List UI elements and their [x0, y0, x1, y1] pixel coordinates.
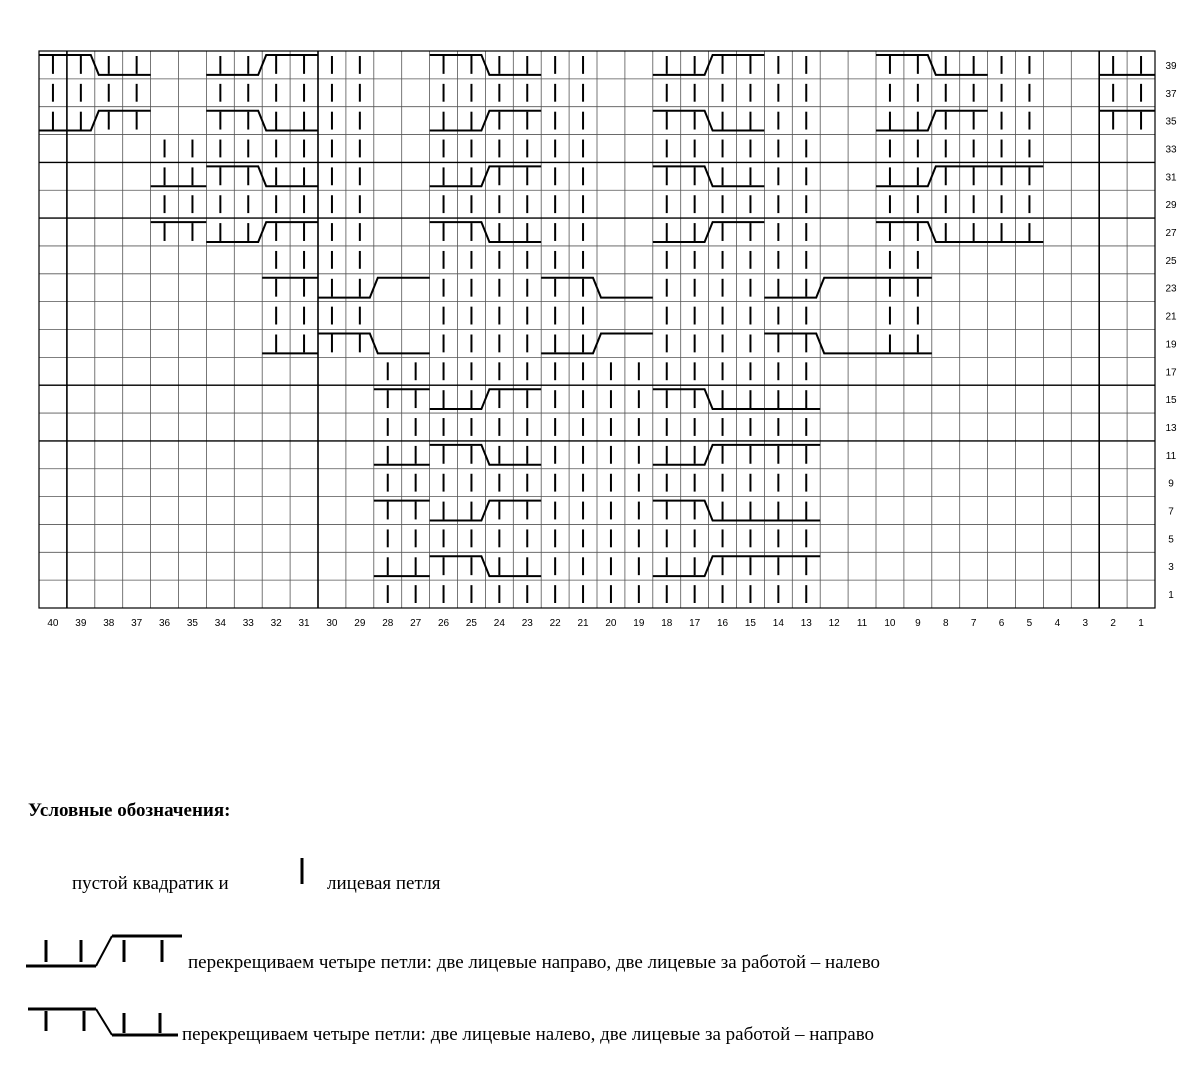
row-number: 31 [1165, 172, 1177, 184]
row-number: 37 [1165, 88, 1177, 100]
column-number: 19 [633, 618, 645, 629]
column-number: 36 [158, 618, 171, 629]
column-number: 24 [493, 618, 505, 629]
legend-title: Условные обозначения: [28, 800, 231, 821]
row-number: 23 [1165, 283, 1177, 295]
row-number: 3 [1168, 562, 1174, 574]
column-number: 11 [856, 618, 868, 629]
column-number: 12 [828, 618, 840, 629]
legend-cross-right-label: перекрещиваем четыре петли: две лицевые направо, две лицевые за работой – налево [188, 952, 881, 973]
column-number: 39 [75, 618, 87, 629]
row-number: 7 [1168, 506, 1174, 518]
row-number: 9 [1168, 478, 1174, 490]
column-number: 31 [298, 618, 310, 629]
column-number: 27 [410, 618, 422, 629]
column-number: 35 [186, 618, 199, 629]
column-number: 16 [716, 618, 729, 629]
row-number: 29 [1165, 200, 1177, 212]
column-number: 38 [103, 618, 115, 629]
column-number: 30 [326, 618, 338, 629]
column-number: 32 [270, 618, 282, 629]
row-number: 27 [1165, 228, 1177, 240]
column-number: 18 [661, 618, 673, 629]
column-number: 7 [970, 618, 977, 629]
row-number: 19 [1165, 339, 1177, 351]
knit-stitch-icon [295, 856, 309, 890]
row-number: 35 [1165, 116, 1177, 128]
column-number: 10 [884, 618, 896, 629]
column-number: 22 [549, 618, 561, 629]
row-number: 33 [1165, 144, 1177, 156]
column-number: 28 [382, 618, 394, 629]
column-number: 13 [800, 618, 812, 629]
legend-knit-label: лицевая петля [327, 873, 441, 894]
row-number: 15 [1165, 395, 1177, 407]
row-number: 13 [1165, 422, 1177, 434]
legend-knit-prefix: пустой квадратик и [72, 873, 229, 894]
column-number: 8 [942, 618, 949, 629]
column-number: 40 [47, 618, 59, 629]
row-number: 5 [1168, 534, 1174, 546]
row-number: 11 [1165, 450, 1177, 462]
column-number: 17 [689, 618, 701, 629]
row-number: 25 [1165, 255, 1177, 267]
row-number: 21 [1165, 311, 1177, 323]
legend-cross-left-label: перекрещиваем четыре петли: две лицевые налево, две лицевые за работой – направо [182, 1024, 875, 1045]
column-number: 29 [354, 618, 366, 629]
column-number: 3 [1082, 618, 1089, 629]
column-number: 14 [772, 618, 784, 629]
cross-left-icon [28, 1005, 180, 1039]
column-number: 33 [242, 618, 254, 629]
column-number: 15 [744, 618, 757, 629]
column-number: 5 [1026, 618, 1033, 629]
column-number: 37 [131, 618, 143, 629]
column-number: 6 [998, 618, 1005, 629]
cross-right-icon [26, 930, 186, 970]
row-number: 17 [1165, 367, 1177, 379]
column-number: 26 [437, 618, 450, 629]
column-number: 1 [1138, 618, 1144, 629]
column-number: 25 [465, 618, 478, 629]
row-number: 39 [1165, 60, 1177, 72]
column-number: 21 [577, 618, 589, 629]
column-number: 34 [214, 618, 226, 629]
column-number: 9 [915, 618, 921, 629]
column-number: 23 [521, 618, 533, 629]
column-number: 2 [1110, 618, 1116, 629]
column-number: 4 [1054, 618, 1061, 629]
row-number: 1 [1168, 590, 1174, 602]
column-number: 20 [605, 618, 617, 629]
